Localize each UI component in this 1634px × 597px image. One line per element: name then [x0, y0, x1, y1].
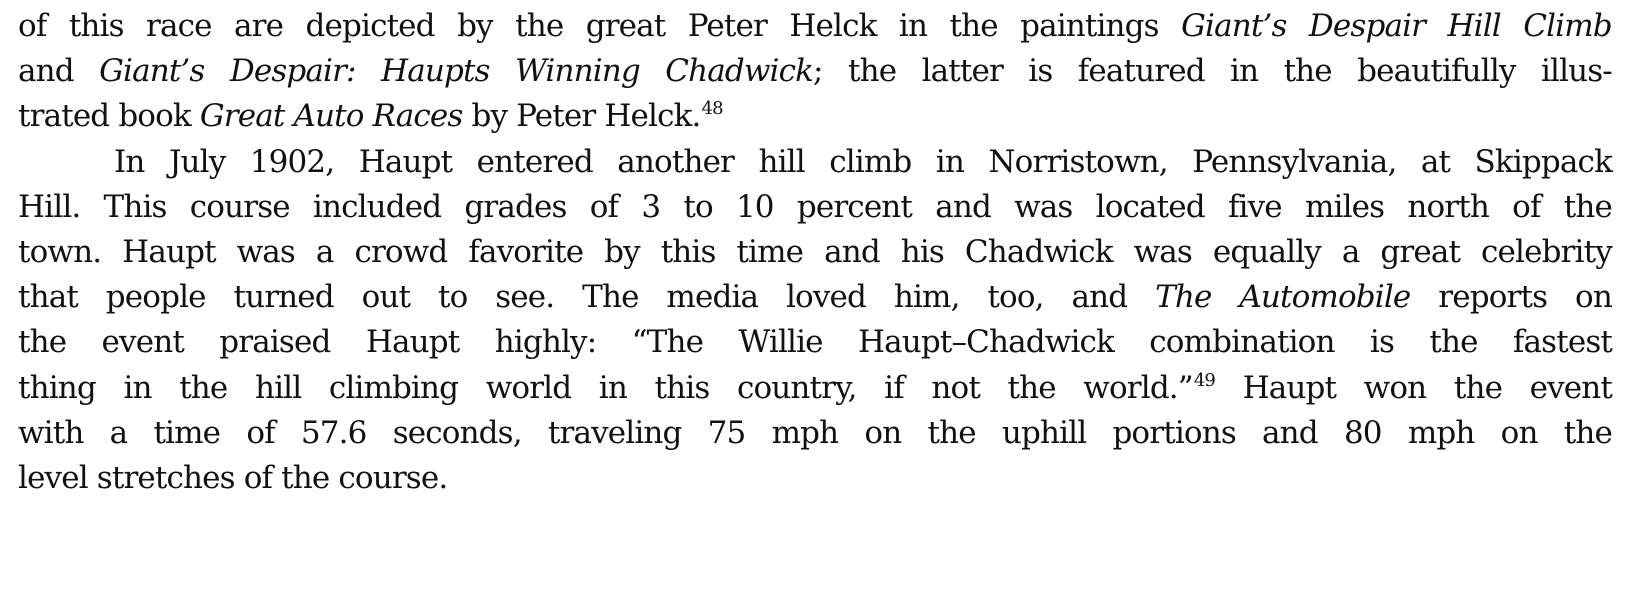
word: and — [18, 53, 74, 90]
word: highly: — [494, 324, 597, 361]
text-line — [18, 230, 1612, 275]
word: favorite — [468, 233, 584, 270]
word: event — [101, 324, 184, 361]
word: and — [935, 188, 991, 225]
word: on — [864, 414, 902, 451]
word: and — [1071, 279, 1128, 316]
word: thing — [18, 369, 96, 406]
word: out — [361, 279, 411, 316]
word: by — [604, 233, 640, 270]
word: Haupts — [381, 53, 490, 90]
word: praised — [219, 324, 331, 361]
word: and — [1262, 414, 1318, 451]
word: to — [683, 188, 713, 225]
word: celebrity — [1481, 233, 1612, 270]
word: with — [18, 414, 84, 451]
word: that — [18, 279, 78, 316]
word: mph — [771, 414, 839, 451]
word: the — [1453, 369, 1503, 406]
word: the — [1563, 414, 1612, 451]
word: This — [103, 188, 167, 225]
footnote-ref-49: 49 — [1193, 369, 1216, 391]
text-line — [18, 456, 1612, 501]
word: Hill — [1447, 8, 1501, 44]
word: the — [1007, 369, 1056, 406]
word: Haupt — [122, 233, 216, 270]
word: traveling — [547, 414, 682, 451]
footnote-ref-48: 48 — [701, 98, 723, 120]
word: The — [1155, 279, 1212, 316]
word: another — [617, 143, 735, 180]
word: Auto — [293, 98, 364, 135]
word: miles — [1304, 188, 1385, 225]
word: reports — [1438, 279, 1548, 316]
word: Chadwick — [964, 233, 1113, 270]
word: was — [1133, 233, 1192, 270]
word: in — [935, 143, 964, 180]
word: was — [1014, 188, 1073, 225]
word: stretches — [96, 459, 235, 496]
text-line — [18, 185, 1612, 230]
word: the — [281, 459, 330, 496]
word: book — [118, 98, 191, 135]
word: of — [1512, 188, 1541, 225]
word: and — [824, 233, 880, 270]
word: latter — [921, 53, 1003, 90]
word: by — [457, 8, 493, 44]
word: Haupt–Chadwick — [857, 324, 1114, 361]
word: the — [1563, 188, 1612, 225]
word: Despair — [1308, 8, 1426, 44]
word: Great — [199, 98, 285, 135]
word: great — [585, 8, 666, 44]
word: paintings — [1020, 8, 1159, 44]
word: by — [471, 98, 508, 135]
word: Peter — [687, 8, 767, 44]
word: in — [898, 8, 928, 44]
word: turned — [233, 279, 334, 316]
word: the — [515, 8, 564, 44]
word: equally — [1212, 233, 1321, 270]
word: world — [485, 369, 572, 406]
word: included — [312, 188, 442, 225]
word: on — [1575, 279, 1612, 316]
word: Automobile — [1239, 279, 1411, 316]
word: is — [1369, 324, 1395, 361]
text-line — [18, 366, 1612, 411]
body-text — [18, 4, 1612, 501]
word: people — [105, 279, 206, 316]
word: see. — [495, 279, 555, 316]
word: won — [1363, 369, 1427, 406]
word: Skippack — [1474, 143, 1612, 180]
word: mph — [1407, 414, 1475, 451]
word: Climb — [1523, 8, 1612, 44]
word: Norristown, — [988, 143, 1168, 180]
word: in — [1230, 53, 1259, 90]
word: Giant’s — [1181, 8, 1287, 44]
word: In — [114, 143, 145, 180]
word: world.”$^{49}$ — [1083, 369, 1216, 406]
word: Helck — [789, 8, 877, 44]
text-line — [18, 275, 1612, 320]
word: fastest — [1512, 324, 1612, 361]
text-line — [18, 4, 1612, 49]
word: media — [666, 279, 759, 316]
word: town. — [18, 233, 102, 270]
word: Haupt — [358, 143, 453, 180]
word: time — [736, 233, 804, 270]
word: illus- — [1540, 53, 1612, 90]
word: his — [900, 233, 944, 270]
word: in — [598, 369, 627, 406]
word: combination — [1149, 324, 1335, 361]
word: loved — [785, 279, 867, 316]
text-line — [18, 49, 1612, 94]
text-line — [18, 411, 1612, 456]
word: great — [1380, 233, 1461, 270]
word: if — [884, 369, 904, 406]
word: north — [1407, 188, 1489, 225]
word: Pennsylvania, — [1192, 143, 1397, 180]
word: Haupt — [1242, 369, 1337, 406]
word: of — [589, 188, 619, 225]
word: in — [123, 369, 152, 406]
word: crowd — [354, 233, 448, 270]
word: Despair: — [229, 53, 356, 90]
word: too, — [987, 279, 1044, 316]
word: race — [146, 8, 212, 44]
word: 57.6 — [300, 414, 367, 451]
word: event — [1529, 369, 1612, 406]
word: are — [234, 8, 284, 44]
word: this — [654, 369, 710, 406]
word: the — [1429, 324, 1478, 361]
text-line — [18, 320, 1612, 365]
word: beautifully — [1357, 53, 1516, 90]
word: 80 — [1343, 414, 1382, 451]
word: uphill — [1001, 414, 1087, 451]
word: percent — [796, 188, 913, 225]
word: was — [236, 233, 295, 270]
word: five — [1227, 188, 1282, 225]
word: the — [1283, 53, 1332, 90]
word: hill — [758, 143, 805, 180]
word: on — [1500, 414, 1538, 451]
book-page — [18, 4, 1612, 594]
word: of — [243, 459, 273, 496]
word: country, — [736, 369, 857, 406]
word: not — [931, 369, 980, 406]
word: course — [189, 188, 290, 225]
word: July — [168, 143, 226, 180]
word: “The — [631, 324, 704, 361]
word: Hill. — [18, 188, 81, 225]
word: hill — [254, 369, 302, 406]
text-line — [18, 94, 1612, 139]
word: time — [153, 414, 221, 451]
word: the — [949, 8, 998, 44]
word: at — [1420, 143, 1451, 180]
word: Willie — [738, 324, 823, 361]
word: entered — [476, 143, 593, 180]
word: the — [848, 53, 897, 90]
word: The — [582, 279, 639, 316]
word: Helck.$^{48}$ — [604, 98, 723, 135]
word: 10 — [735, 188, 774, 225]
word: course. — [338, 459, 448, 496]
word: of — [246, 414, 275, 451]
word: climbing — [328, 369, 459, 406]
word: Winning — [514, 53, 640, 90]
word: the — [927, 414, 976, 451]
word: to — [438, 279, 468, 316]
word: Haupt — [365, 324, 460, 361]
word: Giant’s — [99, 53, 205, 90]
word: a — [1341, 233, 1360, 270]
word: portions — [1112, 414, 1236, 451]
word: Chadwick; — [665, 53, 823, 90]
word: 3 — [641, 188, 661, 225]
word: the — [179, 369, 228, 406]
word: climb — [829, 143, 912, 180]
word: trated — [18, 98, 110, 135]
word: Peter — [516, 98, 596, 135]
word: this — [68, 8, 124, 44]
word: a — [109, 414, 128, 451]
word: him, — [893, 279, 960, 316]
word: level — [18, 459, 88, 496]
word: is — [1028, 53, 1053, 90]
text-line — [18, 140, 1612, 185]
word: 75 — [707, 414, 746, 451]
word: featured — [1077, 53, 1205, 90]
word: depicted — [305, 8, 435, 44]
word: of — [18, 8, 47, 44]
word: located — [1095, 188, 1205, 225]
word: the — [18, 324, 67, 361]
word: a — [315, 233, 334, 270]
word: Races — [372, 98, 463, 135]
word: 1902, — [249, 143, 335, 180]
word: grades — [464, 188, 567, 225]
word: this — [660, 233, 716, 270]
word: seconds, — [392, 414, 522, 451]
